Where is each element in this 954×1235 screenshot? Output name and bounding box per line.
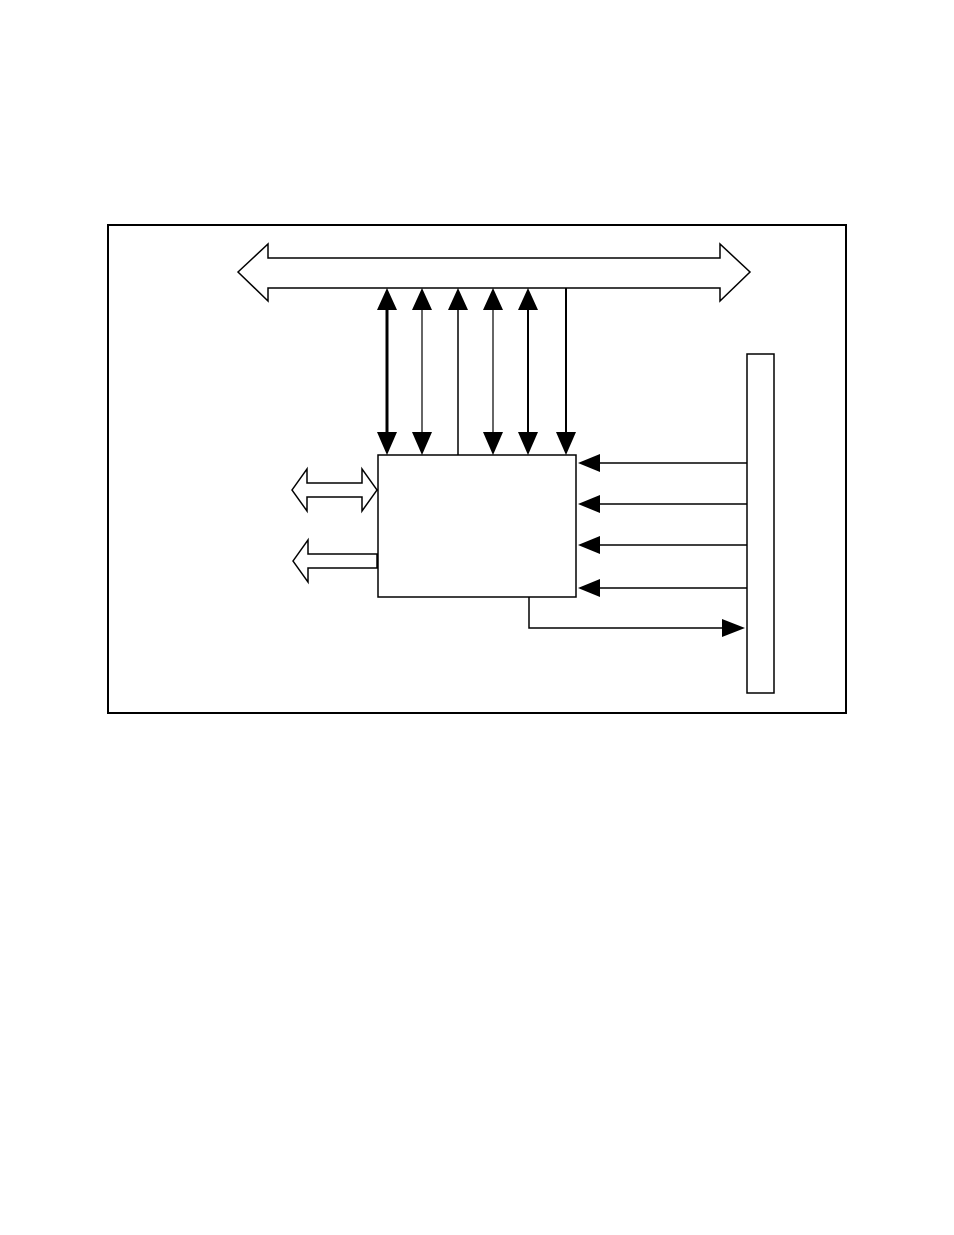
bus-link-1 (377, 288, 397, 455)
bar-link-5 (529, 597, 745, 637)
left-port-output-arrow (293, 540, 377, 582)
bus-link-2 (412, 288, 432, 455)
central-block (378, 455, 576, 597)
bus-link-5 (518, 288, 538, 455)
side-bar (747, 354, 774, 693)
bus-link-3 (448, 288, 468, 455)
bar-link-4 (578, 579, 747, 597)
bar-link-1 (578, 454, 747, 472)
bus-link-6 (556, 288, 576, 455)
left-port-bidirectional-arrow (292, 469, 377, 511)
bar-link-2 (578, 495, 747, 513)
bus-link-4 (483, 288, 503, 455)
bar-link-3 (578, 536, 747, 554)
